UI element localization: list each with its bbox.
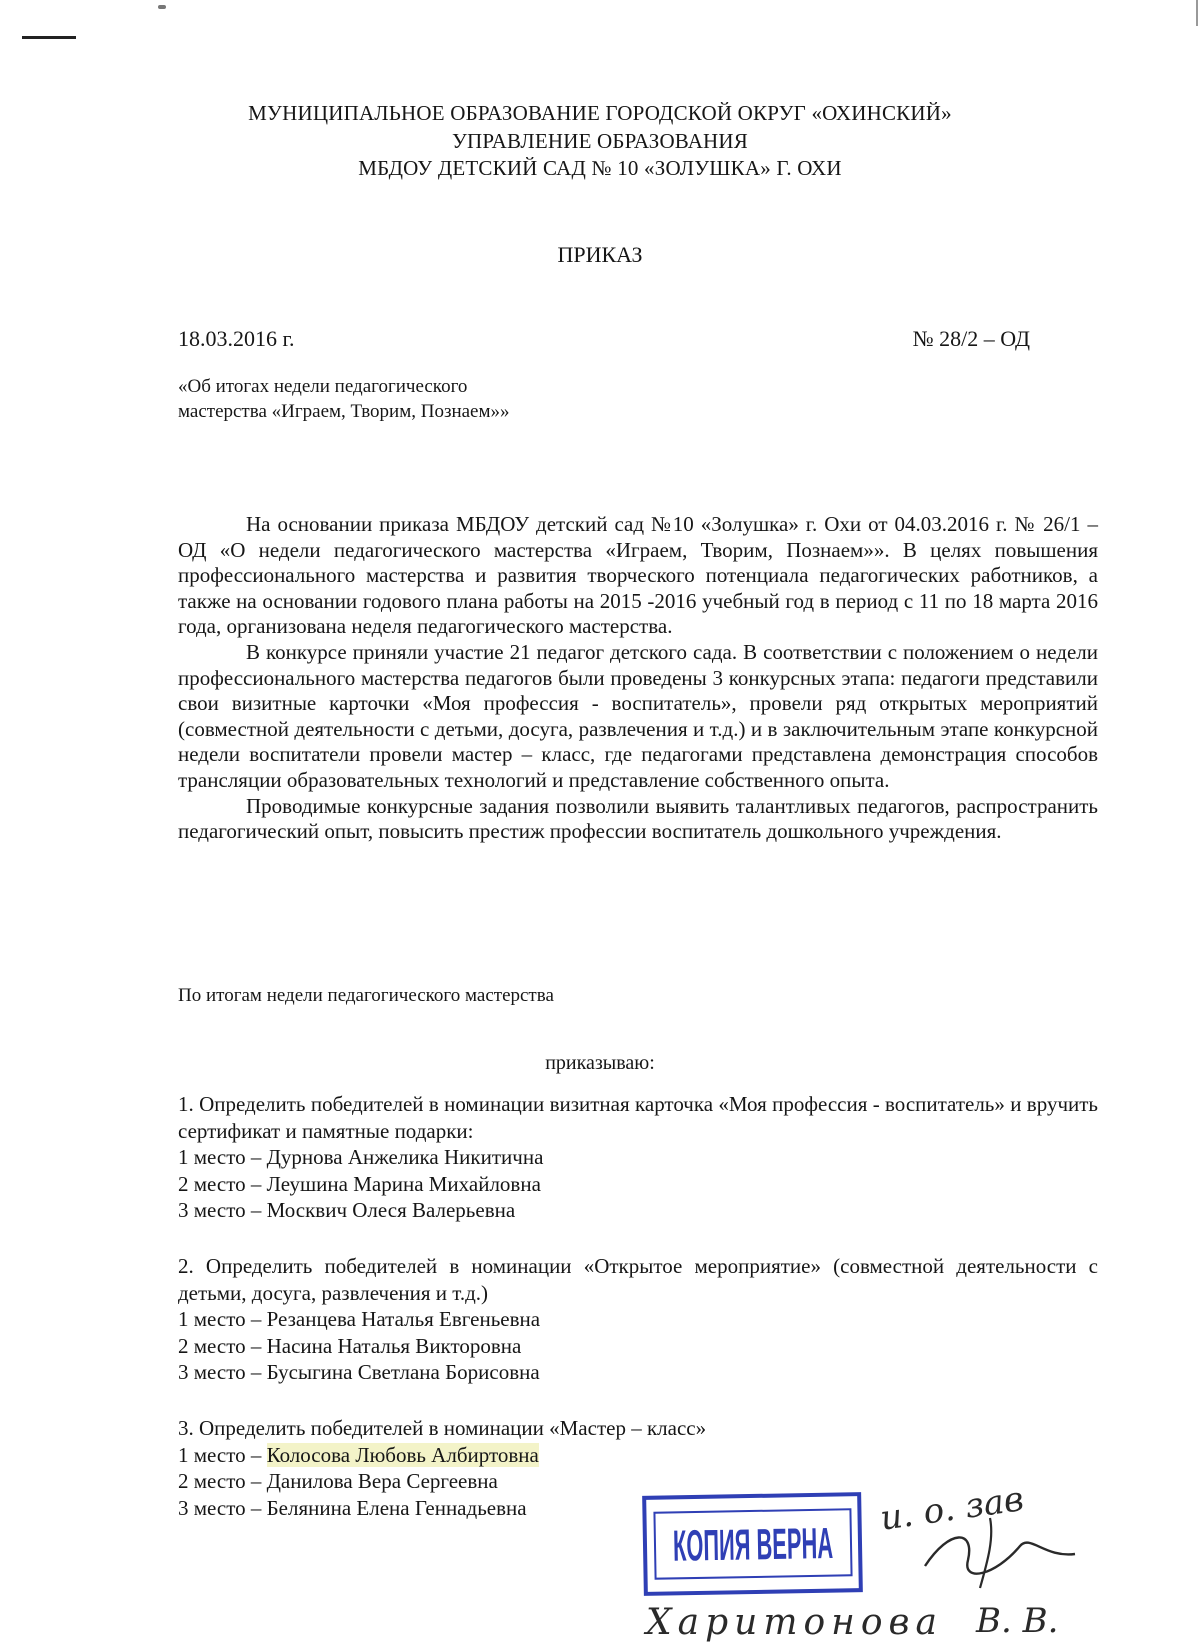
- signature-stroke: [925, 1537, 1075, 1573]
- place-line: 2 место – Насина Наталья Викторовна: [178, 1333, 522, 1358]
- results-intro: По итогам недели педагогического мастерства: [178, 985, 554, 1006]
- order-body: [178, 512, 1098, 845]
- subject-line-2: мастерства «Играем, Творим, Познаем»»: [178, 401, 510, 422]
- place-line: 1 место – Резанцева Наталья Евгеньевна: [178, 1307, 541, 1332]
- nomination-title: 2. Определить победителей в номинации «Открытое мероприятие» (совместной деятельности с детьми, досуга, развлечения и т.д.): [178, 1254, 1098, 1305]
- paragraph-contest: В конкурсе приняли участие 21 педагог детского сада. В соответствии с положением о недели профессионального мастерства педагогов были проведены 3 конкурсных этапа: педагоги представили свои визитные карточки «Моя профессия - воспитатель», провели ряд открытых мероприятий (совместной деятельности с детьми, досуга, развлечения и т.д.) и в заключительным этапе конкурсной недели воспитатели провели мастер – класс, где педагогами представлена демонстрация способов трансляции образовательных технологий и представление собственного опыта.: [178, 639, 1098, 792]
- nomination-title: 3. Определить победителей в номинации «Мастер – класс»: [178, 1416, 707, 1440]
- place-label: 1 место –: [178, 1442, 267, 1467]
- place-line: 1 место – Дурнова Анжелика Никитична: [178, 1145, 544, 1170]
- highlighted-name: Колосова Любовь Албиртовна: [266, 1442, 539, 1467]
- place-line: 2 место – Данилова Вера Сергеевна: [178, 1469, 498, 1494]
- nomination-title: 1. Определить победителей в номинации визитная карточка «Моя профессия - воспитатель» и вручить сертификат и памятные подарки:: [178, 1092, 1098, 1143]
- place-line: 3 место – Белянина Елена Геннадьевна: [178, 1495, 527, 1520]
- place-line: 3 место – Бусыгина Светлана Борисовна: [178, 1360, 540, 1385]
- order-word: приказываю:: [545, 1052, 655, 1074]
- copy-certified-stamp: [642, 1492, 952, 1596]
- stamp-frame: [653, 1508, 952, 1579]
- document-date: 18.03.2016 г.: [178, 326, 295, 351]
- header-line-institution: МБДОУ ДЕТСКИЙ САД № 10 «ЗОЛУШКА» Г. ОХИ: [358, 156, 842, 180]
- handwritten-position: [870, 1458, 1100, 1598]
- place-line: 2 место – Леушина Марина Михайловна: [178, 1171, 541, 1196]
- stamp-text: [667, 1516, 952, 1572]
- signature-stroke: [980, 1518, 991, 1588]
- handwriting-surname: Харитонова: [646, 1602, 943, 1643]
- scan-mark: [22, 36, 76, 39]
- header-line-department: УПРАВЛЕНИЕ ОБРАЗОВАНИЯ: [451, 129, 748, 153]
- document-title: ПРИКАЗ: [557, 242, 643, 267]
- paragraph-outcome: Проводимые конкурсные задания позволили выявить талантливых педагогов, распространить педагогический опыт, повысить престиж профессии воспитатель дошкольного учреждения.: [178, 793, 1098, 844]
- handwritten-name: [636, 1596, 1116, 1648]
- handwriting-position-text: и. о. зав: [877, 1479, 1027, 1539]
- nomination-1: [178, 1091, 1098, 1224]
- document-number: № 28/2 – ОД: [912, 326, 1030, 351]
- scan-speck: [158, 5, 166, 9]
- handwriting-initials: В. В.: [976, 1601, 1059, 1641]
- stamp-label: КОПИЯ ВЕРНА: [672, 1516, 952, 1571]
- nomination-2: [178, 1253, 1098, 1386]
- header-line-municipality: МУНИЦИПАЛЬНОЕ ОБРАЗОВАНИЕ ГОРОДСКОЙ ОКРУГ «ОХИНСКИЙ»: [248, 101, 952, 125]
- paragraph-basis: На основании приказа МБДОУ детский сад №10 «Золушка» г. Охи от 04.03.2016 г. № 26/1 – ОД «О недели педагогического мастерства «Играем, Творим, Познаем»». В целях повышения профессионального мастерства и развития творческого потенциала педагогических работников, а также на основании годового плана работы на 2015 -2016 учебный год в период с 11 по 18 марта 2016 года, организована неделя педагогического мастерства.: [178, 512, 1098, 639]
- subject-line-1: «Об итогах недели педагогического: [178, 376, 468, 397]
- place-line: 3 место – Москвич Олеся Валерьевна: [178, 1198, 516, 1223]
- scan-edge: [1196, 0, 1198, 26]
